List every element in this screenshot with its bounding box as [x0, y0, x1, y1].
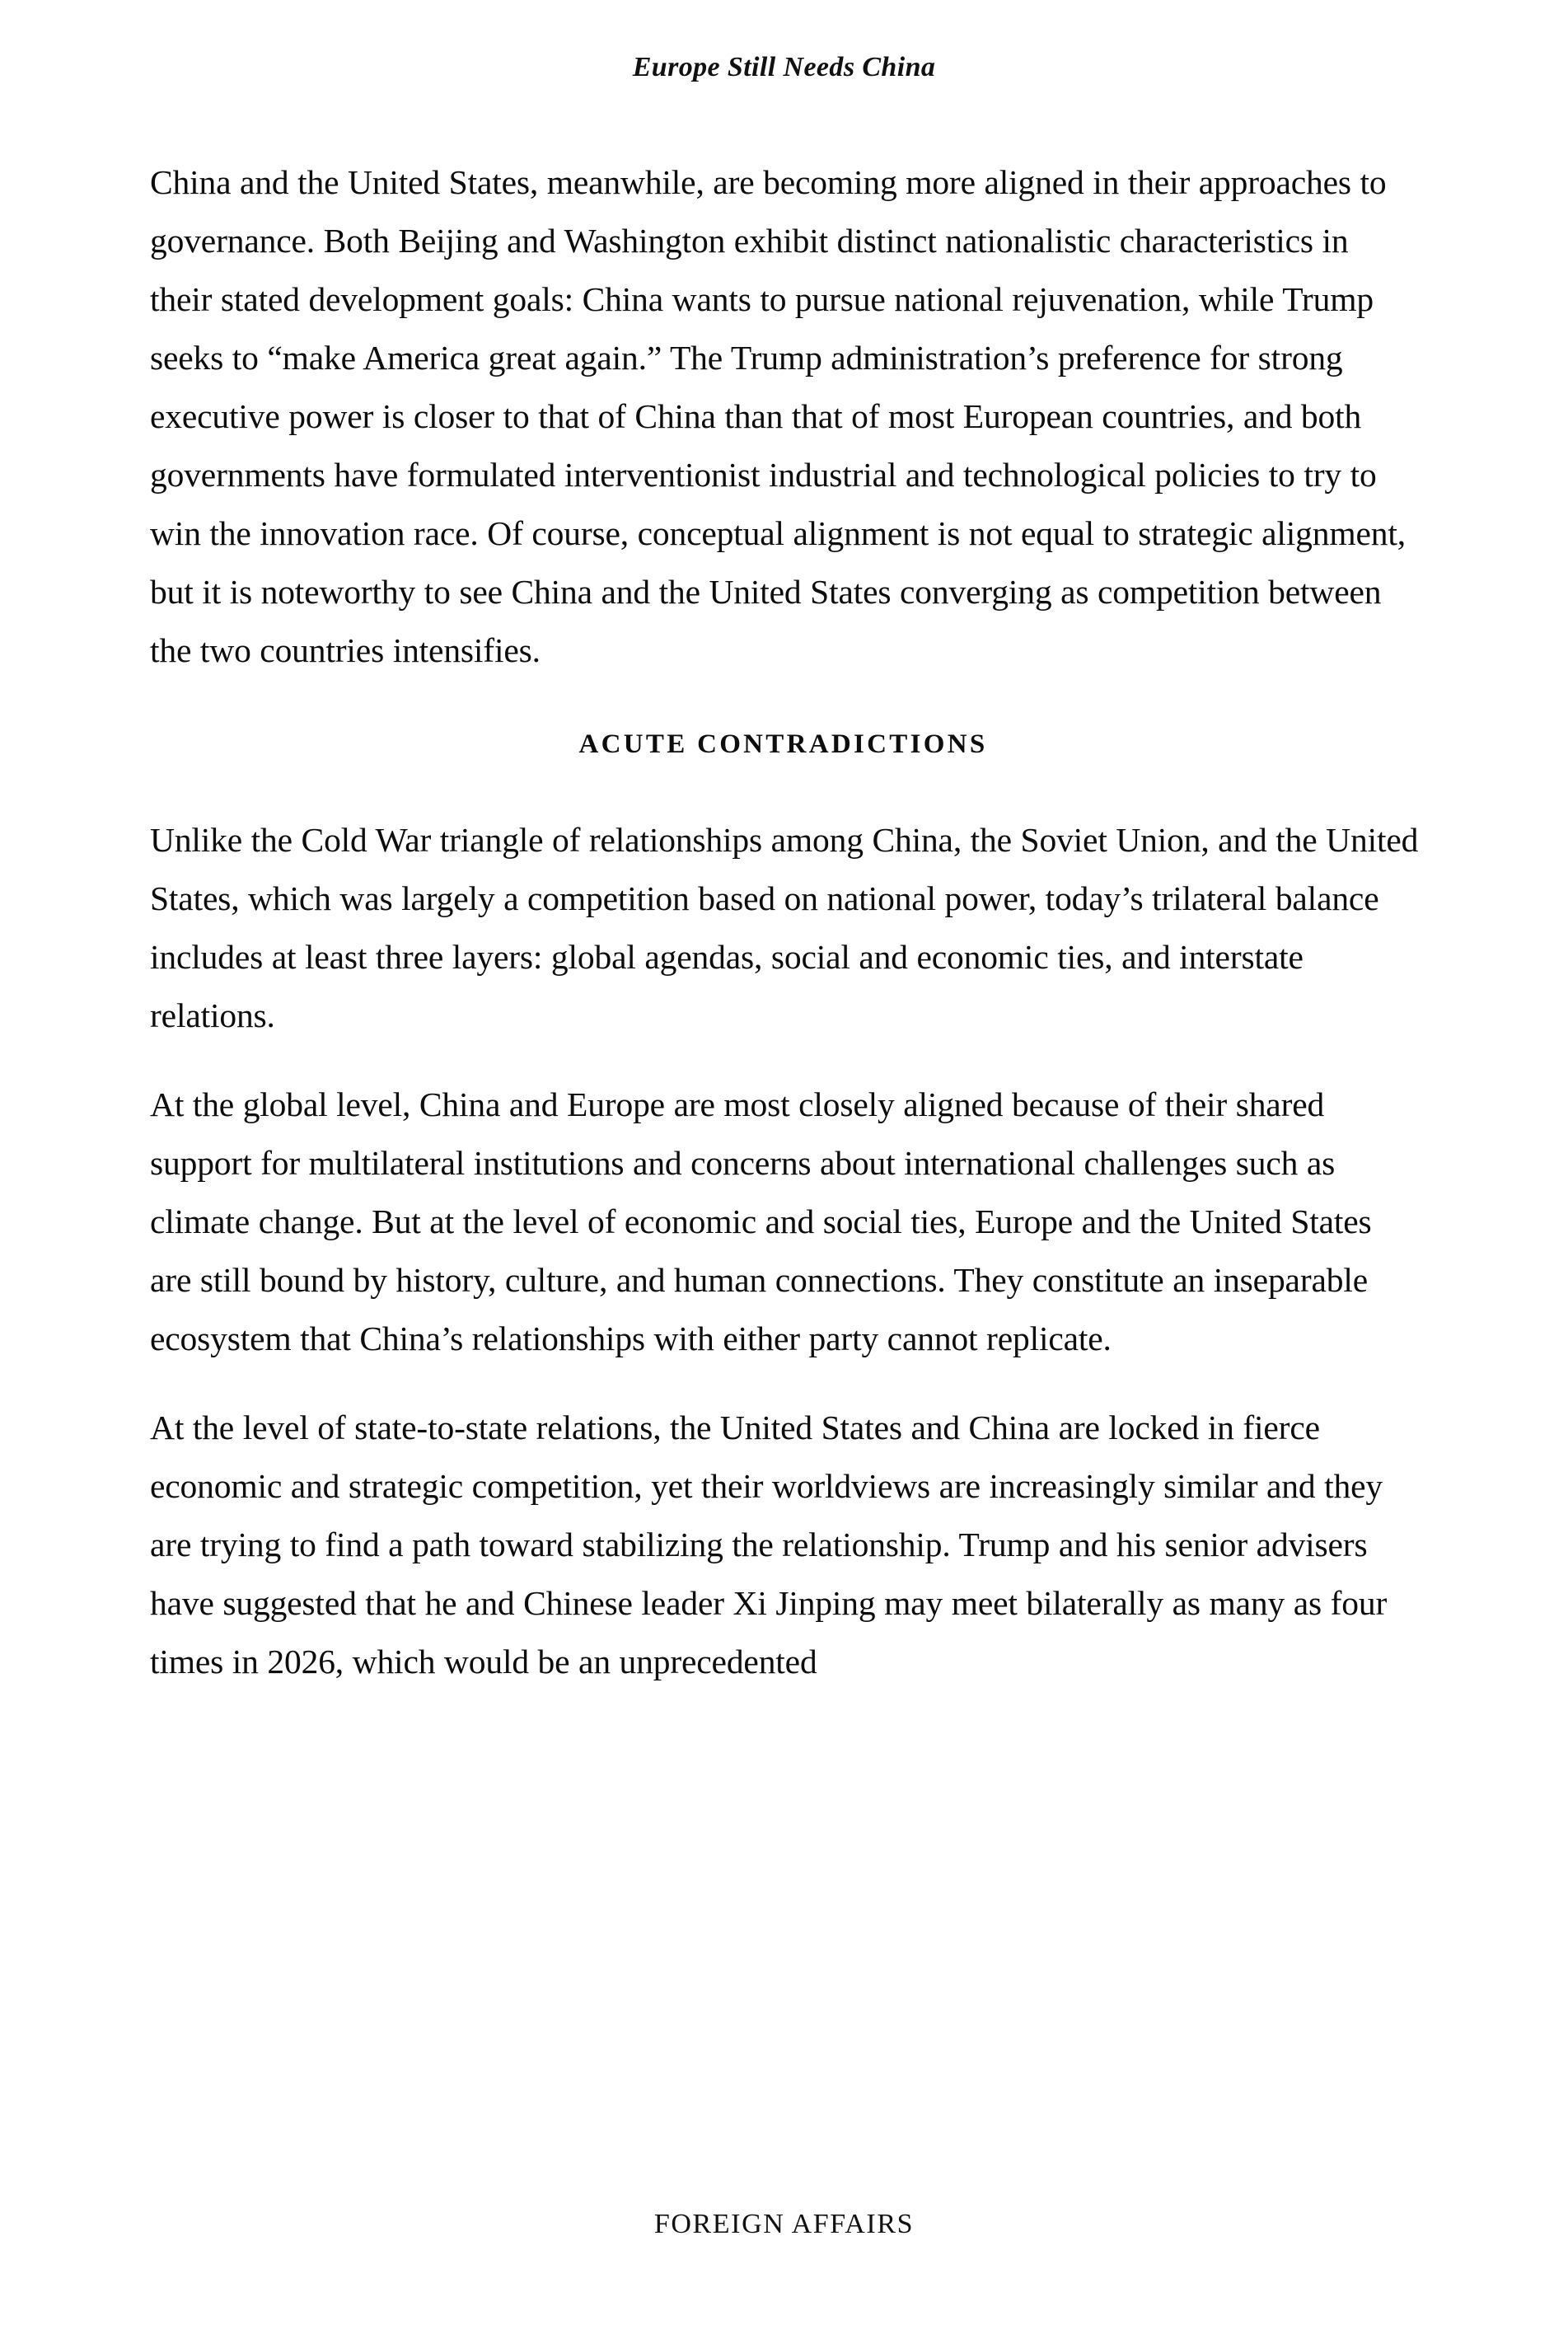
section-heading: ACUTE CONTRADICTIONS [578, 729, 988, 759]
running-head: Europe Still Needs China [632, 52, 936, 82]
paragraph: China and the United States, meanwhile, are becoming more aligned in their approaches to governance. Both Beijing and Washington exhibit distinct nationalistic characteristics in their stated development goals: China wants to pursue national rejuvenation, while Trump seeks to “make America great again.” The Trump administration’s preference for strong executive power is closer to that of China than that of most European countries, and both governments have formulated interventionist industrial and technological policies to try to win the innovation race. Of course, conceptual alignment is not equal to strategic alignment, but it is noteworthy to see China and the United States converging as competition between the two countries intensifies. [150, 163, 1406, 669]
paragraph: Unlike the Cold War triangle of relationships among China, the Soviet Union, and the United States, which was largely a competition based on national power, today’s trilateral balance includes at least three layers: global agendas, social and economic ties, and interstate relations. [150, 821, 1419, 1034]
article-body [150, 153, 1419, 1691]
footer-publication-mark: FOREIGN AFFAIRS [653, 2209, 915, 2240]
paragraph: At the level of state-to-state relations, the United States and China are locked in fierce economic and strategic competition, yet their worldviews are increasingly similar and they are trying to find a path toward stabilizing the relationship. Trump and his senior advisers have suggested that he and Chinese leader Xi Jinping may meet bilaterally as many as four times in 2026, which would be an unprecedented [150, 1409, 1388, 1680]
paragraph: At the global level, China and Europe are most closely aligned because of their shared support for multilateral institutions and concerns about international challenges such as climate change. But at the level of economic and social ties, Europe and the United States are still bound by history, culture, and human connections. They constitute an inseparable ecosystem that China’s relationships with either party cannot replicate. [150, 1085, 1372, 1357]
